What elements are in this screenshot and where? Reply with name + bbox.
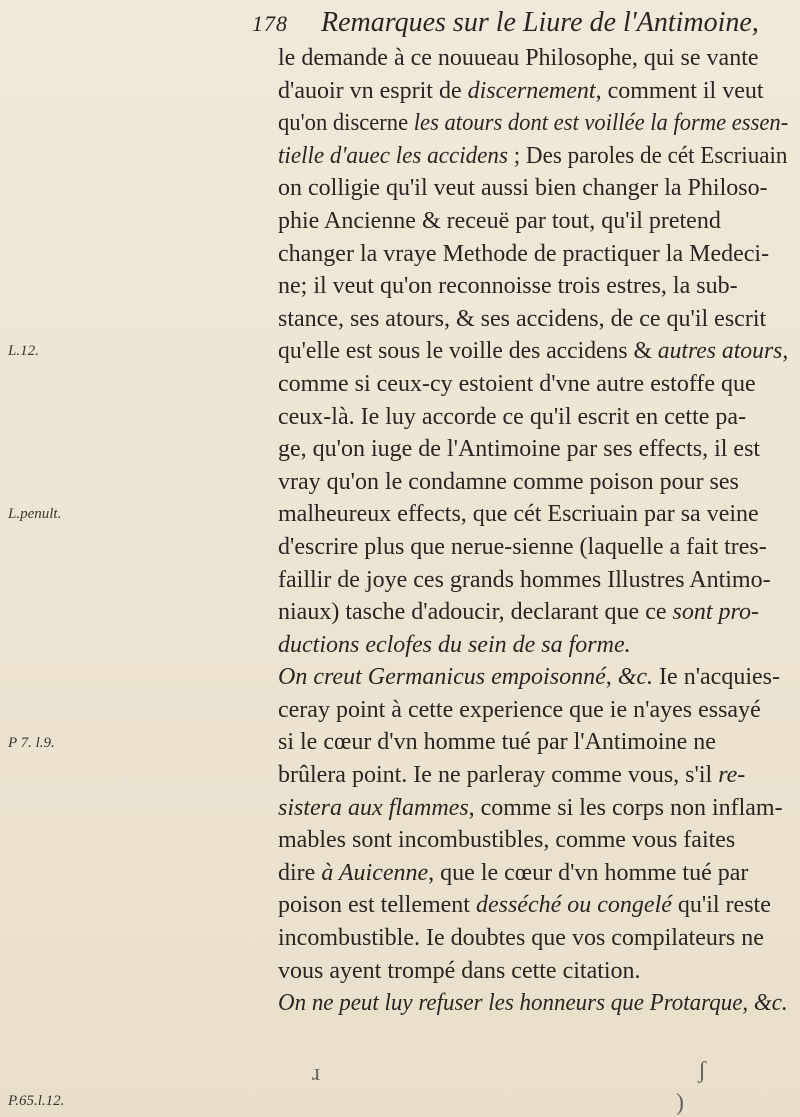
- text-line: qu'elle est sous le voille des accidens & autres atours,: [278, 338, 789, 365]
- text-line: ceux-là. Ie luy accorde ce qu'il escrit en cette pa-: [278, 403, 747, 430]
- text-line: dire à Auicenne, que le cœur d'vn homme tué par: [278, 859, 749, 886]
- text-line: ceray point à cette experience que ie n'ayes essayé: [278, 696, 761, 723]
- text-line: niaux) tasche d'adoucir, declarant que ce sont pro-: [278, 599, 759, 626]
- text-line: brûlera point. Ie ne parleray comme vous, s'il re-: [278, 762, 746, 789]
- margin-note: P.65.l.12.: [8, 1093, 65, 1110]
- page-header: [252, 6, 792, 40]
- margin-note: L.penult.: [8, 506, 62, 523]
- text-line: ne; il veut qu'on reconnoisse trois estres, la sub-: [278, 273, 738, 300]
- running-title: Remarques sur le Liure de l'Antimoine,: [321, 7, 759, 38]
- text-line: poison est tellement desséché ou congelé qu'il reste: [278, 892, 771, 919]
- text-line: vray qu'on le condamne comme poison pour ses: [278, 468, 739, 495]
- margin-note: L.12.: [8, 343, 39, 360]
- text-line: tielle d'auec les accidens ; Des paroles de cét Escriuain: [278, 142, 788, 169]
- text-line: malheureux effects, que cét Escriuain par sa veine: [278, 501, 759, 528]
- ink-mark: ʃ: [698, 1058, 706, 1084]
- ink-mark: ): [676, 1090, 684, 1116]
- text-line: stance, ses atours, & ses accidens, de ce qu'il escrit: [278, 305, 767, 332]
- text-line: sistera aux flammes, comme si les corps non inflam-: [278, 794, 783, 821]
- text-line: qu'on discerne les atours dont est voillée la forme essen-: [278, 110, 789, 137]
- text-line: changer la vraye Methode de practiquer la Medeci-: [278, 240, 770, 267]
- text-line: incombustible. Ie doubtes que vos compilateurs ne: [278, 925, 764, 952]
- text-line: d'escrire plus que nerue-sienne (laquelle a fait tres-: [278, 533, 767, 560]
- ink-mark: ɹ: [312, 1060, 320, 1086]
- text-line: On creut Germanicus empoisonné, &c. Ie n'acquies-: [278, 664, 780, 691]
- text-line: ductions eclofes du sein de sa forme.: [278, 631, 631, 658]
- text-line: phie Ancienne & receuë par tout, qu'il pretend: [278, 207, 721, 234]
- text-line: ge, qu'on iuge de l'Antimoine par ses effects, il est: [278, 436, 761, 463]
- text-line: faillir de joye ces grands hommes Illustres Antimo-: [278, 566, 771, 593]
- text-line: mables sont incombustibles, comme vous faites: [278, 827, 736, 854]
- text-line: comme si ceux-cy estoient d'vne autre estoffe que: [278, 370, 756, 397]
- margin-note: P 7. l.9.: [8, 734, 55, 751]
- page-number: 178: [252, 11, 288, 36]
- text-line: On ne peut luy refuser les honneurs que Protarque, &c.: [278, 990, 788, 1017]
- text-line: le demande à ce nouueau Philosophe, qui se vante: [278, 45, 759, 71]
- text-line: d'auoir vn esprit de discernement, comment il veut: [278, 77, 764, 104]
- body-text: [278, 42, 788, 1020]
- text-line: on colligie qu'il veut aussi bien changer la Philoso-: [278, 175, 768, 202]
- text-line: vous ayent trompé dans cette citation.: [278, 957, 641, 984]
- text-line: si le cœur d'vn homme tué par l'Antimoine ne: [278, 729, 716, 756]
